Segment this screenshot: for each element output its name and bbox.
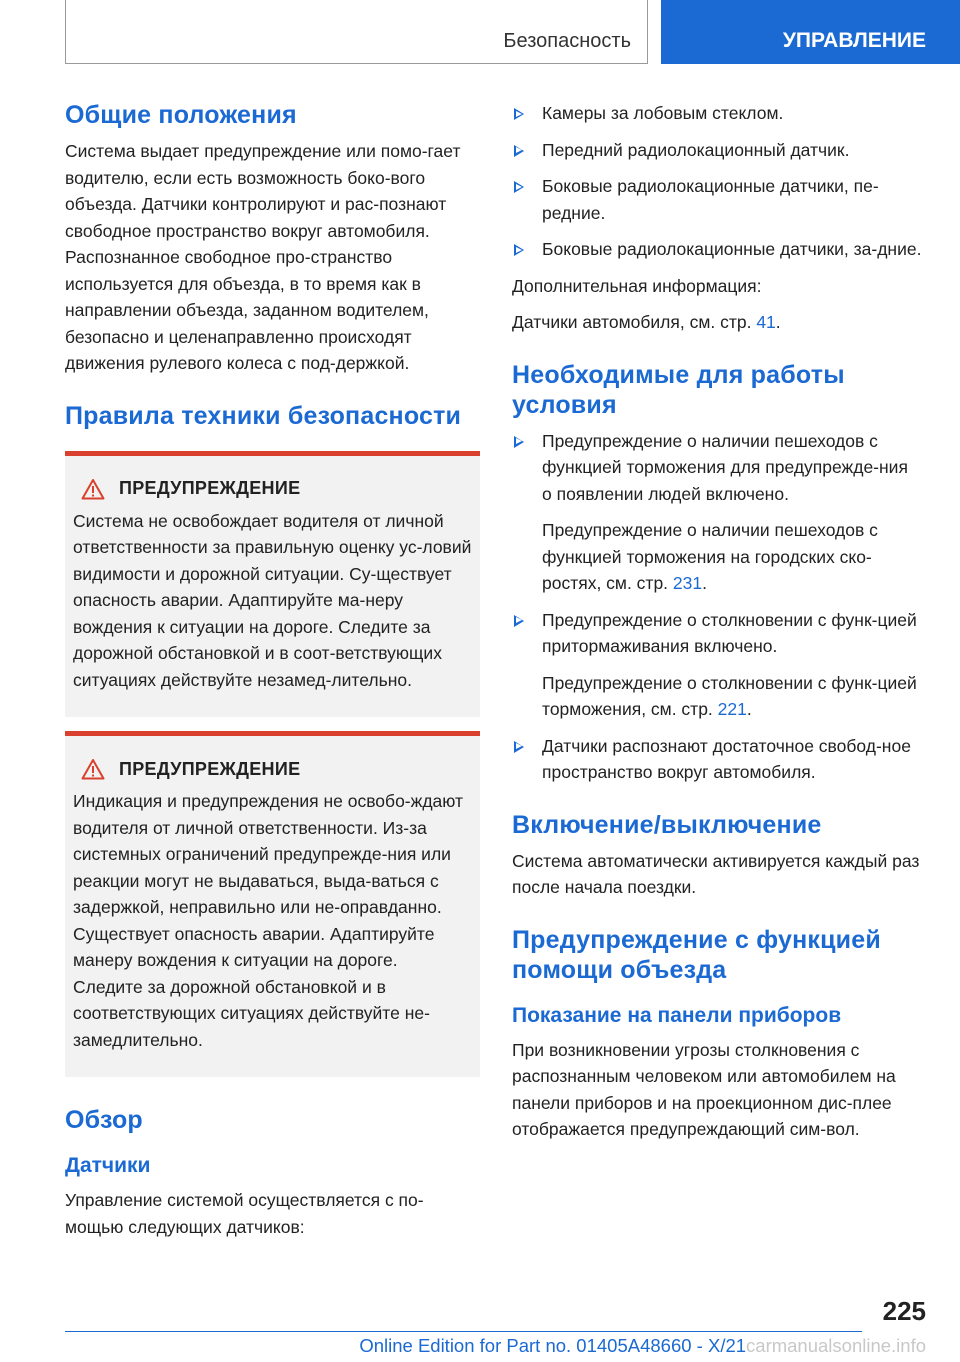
footer-edition-line [0, 1335, 926, 1357]
paragraph-sensors: Управление системой осуществляется с по-мощью следующих датчиков: [65, 1190, 424, 1237]
header-section-title: Безопасность [503, 30, 631, 52]
heading-on-off: Включение/выключение [512, 810, 822, 839]
header-chapter-title: УПРАВЛЕНИЕ [782, 29, 926, 52]
paragraph-general: Система выдает предупреждение или помо-гает водителю, если есть возможность боко-вого объезда. Датчики контролируют и рас-познают свободное пространство вокруг автомобиля. Распознанное свободное про-странство используется для объезда, в то время как в направлении объезда, заданном водителем, безопасно и целенаправленно происходят движения рулевого колеса с под-держкой. [65, 141, 461, 373]
sensor-list [512, 100, 922, 263]
heading-instrument-cluster: Показание на панели приборов [512, 1003, 842, 1027]
header-section-box [65, 0, 648, 64]
warning-text-2: Индикация и предупреждения не освобо-ждают водителя от личной ответственности. Из-за системных ограничений предупрежде-ния или реакции могут не выдаваться, выда-ваться с задержкой, неправильно или не-оправданно. Существует опасность аварии. Адаптируйте манеру вождения к ситуации на дороге. Следите за дорожной обстановкой и в соответствующих ситуациях действуйте не-замедлительно. [73, 791, 464, 1050]
list-item: Предупреждение о наличии пешеходов с функцией торможения для предупрежде-ния о появлении людей включено. Предупреждение о наличии пешеходов с функцией торможения на городских ско-ростях, см. стр. 231. [512, 428, 922, 597]
paragraph-instrument-cluster: При возникновении угрозы столкновения с распознанным человеком или автомобилем на панели приборов и на проекционном дис-плее отображается предупреждающий сим-вол. [512, 1039, 896, 1139]
list-subitem: Предупреждение о наличии пешеходов с функцией торможения на городских ско-ростях, см. стр. 231. [542, 520, 878, 593]
warning-label-2: ПРЕДУПРЕЖДЕНИЕ [119, 758, 301, 779]
bullet-triangle-icon [514, 145, 524, 157]
warning-title-1 [73, 478, 472, 500]
footer-watermark: carmanualsonline.info [746, 1335, 926, 1356]
list-item: Датчики распознают достаточное свобод-ное пространство вокруг автомобиля. [512, 733, 922, 786]
list-subitem: Предупреждение о столкновении с функ-цией торможения, см. стр. 221. [542, 672, 917, 719]
warning-box-2 [65, 731, 480, 1077]
footer-divider [65, 1331, 862, 1332]
heading-requirements: Необходимые для работы условия [512, 360, 845, 419]
heading-general: Общие положения [65, 101, 297, 129]
heading-overview: Обзор [65, 1106, 143, 1134]
page-link-221[interactable]: 221 [717, 699, 747, 719]
heading-safety: Правила техники безопасности [65, 401, 462, 430]
warning-text-1: Система не освобождает водителя от личной ответственности за правильную оценку ус-ловий видимости и дорожной ситуации. Су-ществует опасность аварии. Адаптируйте ма-неру вождения к ситуации на дороге. Следите за дорожной обстановкой и в соот-ветствующих ситуациях действуйте незамед-лительно. [73, 510, 472, 690]
list-item: Передний радиолокационный датчик. [512, 137, 922, 164]
right-column [512, 100, 922, 1153]
list-item: Боковые радиолокационные датчики, за-дние. [512, 236, 922, 263]
bullet-triangle-icon [514, 108, 524, 120]
warning-triangle-icon [81, 478, 105, 500]
footer-edition: Online Edition for Part no. 01405A48660 - X/21 [359, 1335, 747, 1356]
paragraph-sensor-ref: Датчики автомобиля, см. стр. 41. [512, 312, 781, 332]
bullet-triangle-icon [514, 615, 524, 627]
paragraph-additional: Дополнительная информация: [512, 275, 762, 296]
heading-sensors: Датчики [65, 1154, 151, 1177]
page-link-41[interactable]: 41 [756, 312, 776, 332]
warning-box-1 [65, 451, 480, 718]
warning-label-1: ПРЕДУПРЕЖДЕНИЕ [119, 478, 301, 498]
paragraph-on-off: Система автоматически активируется каждый раз после начала поездки. [512, 850, 920, 897]
header-chapter-tab [661, 0, 960, 64]
warning-title-2 [73, 758, 472, 780]
heading-warning-function: Предупреждение с функцией помощи объезда [512, 925, 881, 984]
bullet-triangle-icon [514, 436, 524, 448]
list-item: Предупреждение о столкновении с функ-цией притормаживания включено. Предупреждение о столкновении с функ-цией торможения, см. стр. 221. [512, 607, 922, 723]
list-item: Боковые радиолокационные датчики, пе-редние. [512, 173, 922, 226]
left-column [65, 100, 480, 1250]
requirements-list [512, 428, 922, 786]
bullet-triangle-icon [514, 244, 524, 256]
list-item: Камеры за лобовым стеклом. [512, 100, 922, 127]
warning-triangle-icon [81, 758, 105, 780]
bullet-triangle-icon [514, 741, 524, 753]
page-number: 225 [882, 1296, 926, 1326]
page-link-231[interactable]: 231 [672, 573, 703, 593]
bullet-triangle-icon [514, 181, 524, 193]
